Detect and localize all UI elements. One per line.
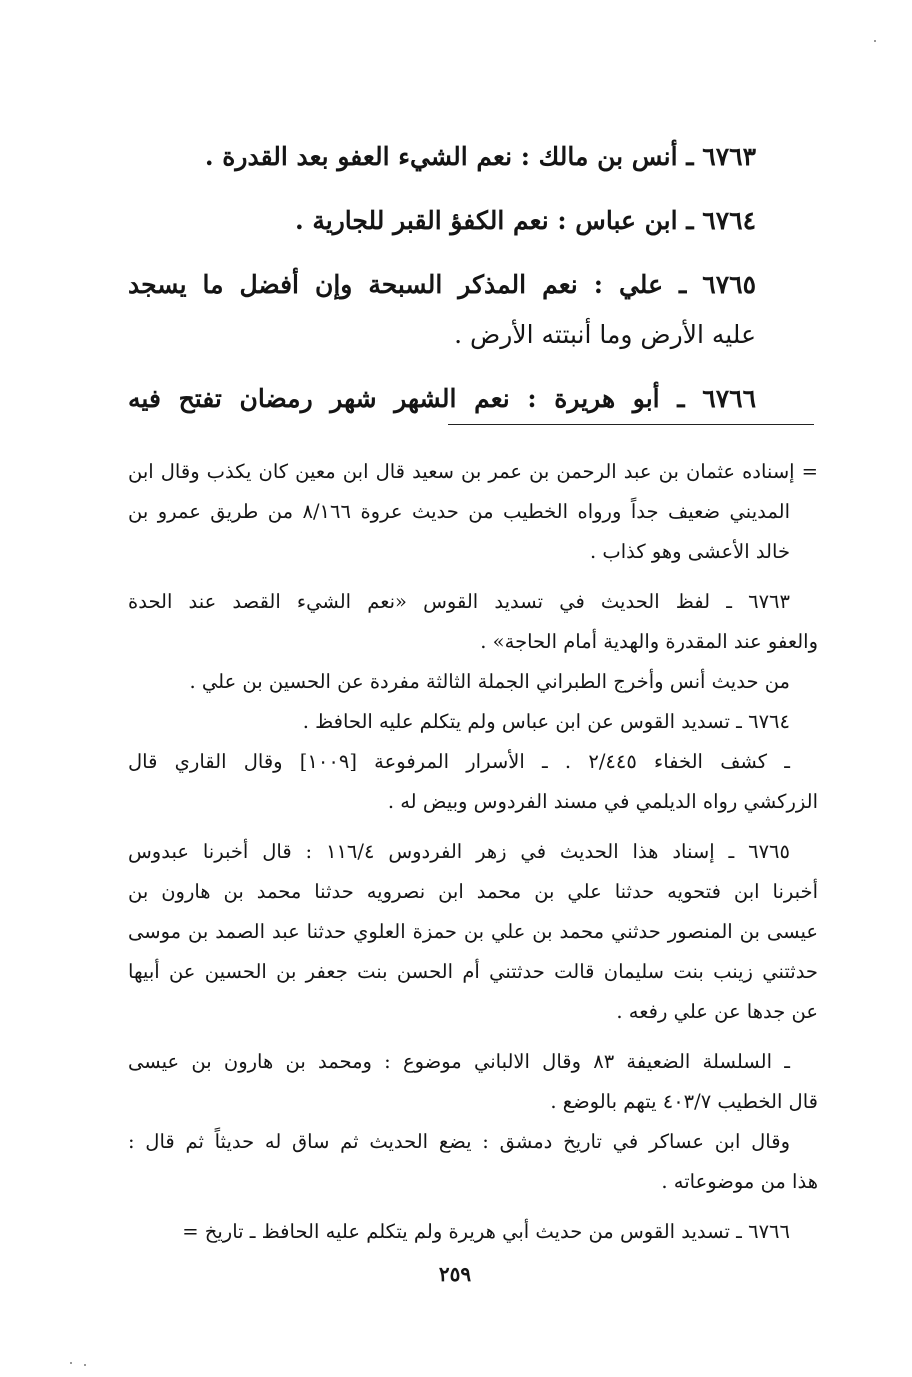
footnote-line: عن جدها عن علي رفعه . — [616, 1000, 818, 1023]
footnote-line: ٦٧٦٣ ـ لفظ الحديث في تسديد القوس «نعم الشيء القصد عند الحدة — [128, 590, 790, 613]
footnote-line: ٦٧٦٥ ـ إسناد هذا الحديث في زهر الفردوس ١١٦/٤ : قال أخبرنا عبدوس — [128, 840, 790, 863]
scan-speck — [84, 1364, 86, 1366]
footnote-line: المديني ضعيف جداً ورواه الخطيب من حديث عروة ٨/١٦٦ من طريق عمرو بن — [128, 500, 790, 523]
footnote-line: ٦٧٦٦ ـ تسديد القوس من حديث أبي هريرة ولم يتكلم عليه الحافظ ـ تاريخ = — [182, 1220, 790, 1243]
footnote-line: عيسى بن المنصور حدثني محمد بن علي بن حمزة العلوي حدثنا عبد الصمد بن موسى — [128, 920, 818, 943]
scan-speck — [70, 1362, 72, 1364]
main-text — [128, 132, 756, 424]
footnotes — [128, 452, 818, 1252]
footnote-line: خالد الأعشى وهو كذاب . — [589, 540, 790, 563]
footnote-line: ـ السلسلة الضعيفة ٨٣ وقال الالباني موضوع : ومحمد بن هارون بن عيسى — [128, 1050, 790, 1073]
footnote-line: ٦٧٦٤ ـ تسديد القوس عن ابن عباس ولم يتكلم عليه الحافظ . — [302, 710, 790, 733]
page-number: ٢٥٩ — [438, 1262, 472, 1286]
entry-6766: ٦٧٦٦ ـ أبو هريرة : نعم الشهر شهر رمضان تفتح فيه — [128, 384, 756, 413]
footnote-line: ـ كشف الخفاء ٢/٤٤٥ . ـ الأسرار المرفوعة [١٠٠٩] وقال القاري قال — [128, 750, 790, 773]
footnote-line: = إسناده عثمان بن عبد الرحمن بن عمر بن سعيد قال ابن معين كان يكذب وقال ابن — [128, 460, 818, 483]
footnote-line: الزركشي رواه الديلمي في مسند الفردوس وبيض له . — [387, 790, 818, 813]
footnote-line: قال الخطيب ٤٠٣/٧ يتهم بالوضع . — [550, 1090, 818, 1113]
scan-speck — [874, 40, 876, 42]
entry-6764: ٦٧٦٤ ـ ابن عباس : نعم الكفؤ القبر للجارية . — [294, 206, 756, 235]
footnote-line: حدثتني زينب بنت سليمان قالت حدثتني أم الحسن بنت جعفر بن الحسين عن أبيها — [128, 960, 818, 983]
footnote-separator — [448, 424, 814, 425]
footnote-line: أخبرنا ابن فتحويه حدثنا علي بن محمد ابن نصرويه حدثنا محمد بن هارون بن — [128, 880, 818, 903]
entry-6765-line-1: ٦٧٦٥ ـ علي : نعم المذكر السبحة وإن أفضل ما يسجد — [128, 270, 756, 299]
entry-6763: ٦٧٦٣ ـ أنس بن مالك : نعم الشيء العفو بعد القدرة . — [204, 142, 756, 171]
footnote-line: والعفو عند المقدرة والهدية أمام الحاجة» . — [480, 630, 818, 653]
footnote-line: من حديث أنس وأخرج الطبراني الجملة الثالثة مفردة عن الحسين بن علي . — [189, 670, 790, 693]
entry-6765-line-2: عليه الأرض وما أنبتته الأرض . — [454, 320, 756, 349]
footnote-line: وقال ابن عساكر في تاريخ دمشق : يضع الحديث ثم ساق له حديثاً ثم قال : — [128, 1130, 790, 1153]
footnote-line: هذا من موضوعاته . — [661, 1170, 818, 1193]
